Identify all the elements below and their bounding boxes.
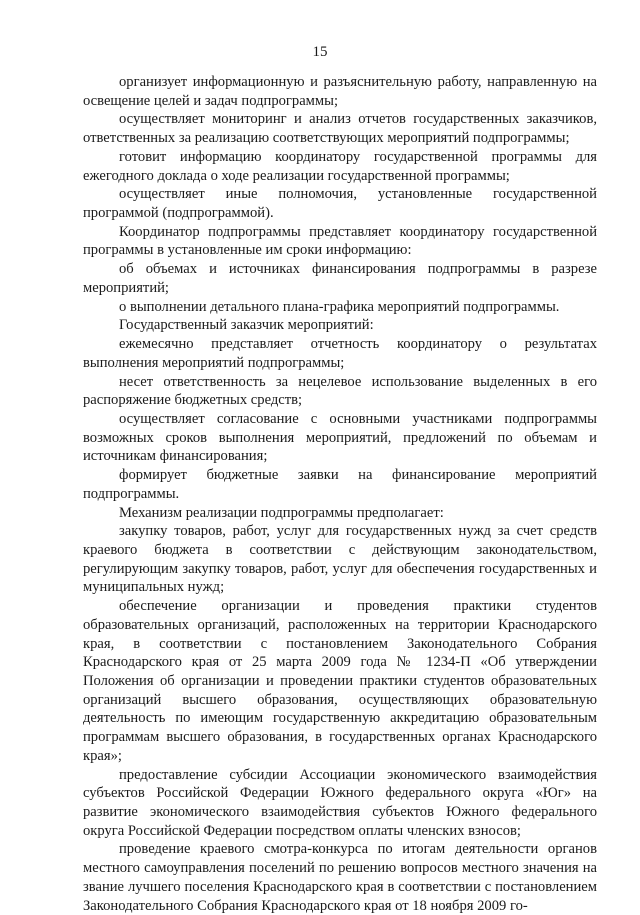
paragraph: ежемесячно представляет отчетность координатору о результатах выполнения мероприятий подпрограммы;: [83, 336, 597, 371]
paragraph: осуществляет мониторинг и анализ отчетов государственных заказчиков, ответственных за реализацию соответствующих мероприятий подпрограммы;: [83, 111, 597, 147]
paragraph: закупку товаров, работ, услуг для государственных нужд за счет средств краевого бюджета в соответствии с действующим законодательством, регулирующим закупку товаров, работ, услуг для обеспечения государственных и муниципальных нужд;: [83, 523, 597, 596]
paragraph: предоставление субсидии Ассоциации экономического взаимодействия субъектов Российской Федерации Южного федерального округа «Юг» на развитие экономического взаимодействия субъектов Южного федерального округа Российской Федерации посредством оплаты членских взносов;: [83, 766, 597, 839]
paragraph: об объемах и источниках финансирования подпрограммы в разрезе мероприятий;: [83, 261, 597, 296]
paragraph: обеспечение организации и проведения практики студентов образовательных организаций, расположенных на территории Краснодарского края, в соответствии с постановлением Законодательного Собрания Краснодарского края от 25 марта 2009 года № 1234-П «Об утверждении Положения об организации и проведении практики студентов образовательных организаций высшего образования, осуществляющих образовательную деятельность по имеющим государственную аккредитацию образовательным программам высшего образования, в государственных органах Краснодарского края»;: [83, 598, 597, 764]
page-number: 15: [312, 44, 328, 60]
paragraph: готовит информацию координатору государственной программы для ежегодного доклада о ходе реализации государственной программы;: [83, 148, 597, 184]
paragraph: Государственный заказчик мероприятий:: [119, 317, 374, 334]
paragraph: формирует бюджетные заявки на финансирование мероприятий подпрограммы.: [83, 467, 597, 502]
paragraph: проведение краевого смотра-конкурса по итогам деятельности органов местного самоуправления поселений по решению вопросов местного значения на звание лучшего поселения Краснодарского края в соответствии с постановлением Законодательного Собрания Краснодарского края от 18 ноября 2009 го-: [83, 841, 597, 914]
paragraph: несет ответственность за нецелевое использование выделенных в его распоряжение бюджетных средств;: [83, 373, 597, 409]
paragraph: осуществляет согласование с основными участниками подпрограммы возможных сроков выполнения мероприятий, предложений по объемам и источникам финансирования;: [83, 410, 597, 465]
paragraph: Механизм реализации подпрограммы предполагает:: [119, 504, 444, 521]
document-body: [83, 73, 597, 915]
paragraph: организует информационную и разъяснительную работу, направленную на освещение целей и задач подпрограммы;: [83, 74, 597, 109]
paragraph: о выполнении детального плана-графика мероприятий подпрограммы.: [119, 298, 560, 315]
paragraph: осуществляет иные полномочия, установленные государственной программой (подпрограммой).: [83, 186, 597, 222]
paragraph: Координатор подпрограммы представляет координатору государственной программы в установленные им сроки информацию:: [83, 223, 597, 259]
